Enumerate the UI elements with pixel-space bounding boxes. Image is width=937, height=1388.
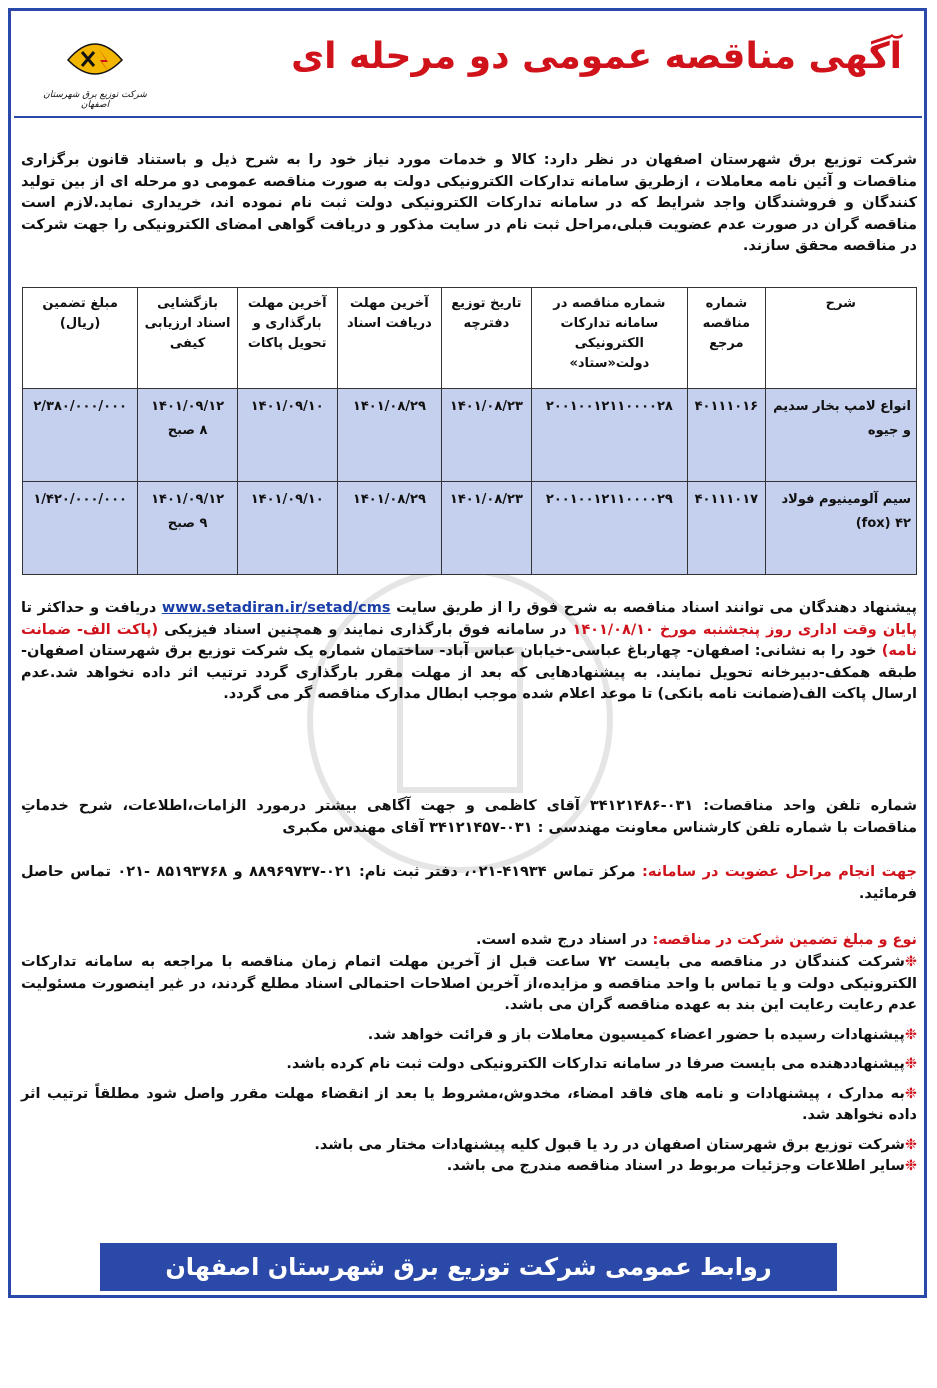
packet-note: (پاکت الف- ضمانت نامه) xyxy=(21,621,917,659)
bullet-icon: ❉ xyxy=(904,1158,917,1174)
footer-banner: روابط عمومی شرکت توزیع برق شهرستان اصفهان xyxy=(100,1243,837,1291)
list-item: ❉شرکت توزیع برق شهرستان اصفهان در رد یا قبول کلیه پیشنهادات مختار می باشد. xyxy=(314,1136,917,1153)
membership-paragraph xyxy=(21,862,917,905)
table-row xyxy=(23,389,917,482)
tender-table xyxy=(22,287,917,575)
submit-text-3: در سامانه فوق بارگذاری نمایند و همچنین اسناد فیزیکی xyxy=(164,621,567,638)
col-open-header: بازگشایی اسناد ارزیابی کیفی xyxy=(138,288,238,389)
row-receive: ۱۴۰۱/۰۸/۲۹ xyxy=(337,482,442,575)
row-open xyxy=(138,389,238,482)
bullet-icon: ❉ xyxy=(904,954,917,970)
list-item: ❉پیشنهادات رسیده با حضور اعضاء کمیسیون معاملات باز و قرائت خواهد شد. xyxy=(367,1026,917,1043)
row-dist: ۱۴۰۱/۰۸/۲۳ xyxy=(442,389,531,482)
col-setad-header: شماره مناقصه در سامانه تدارکات الکترونیکی دولت«ستاد» xyxy=(531,288,688,389)
table-row xyxy=(23,482,917,575)
setad-link[interactable]: www.setadiran.ir/setad/cms xyxy=(161,600,391,616)
membership-text: مرکز تماس ۴۱۹۳۴-۰۲۱، دفتر ثبت نام: ۰۲۱-۸۸۹۶۹۷۳۷ و ۸۵۱۹۳۷۶۸ -۰۲۱ تماس حاصل فرمائید. xyxy=(21,864,917,902)
row-open xyxy=(138,482,238,575)
list-item: ❉به مدارک ، پیشنهادات و نامه های فاقد امضاء، مخدوش،مشروط یا بعد از انقضاء مهلت مقرر واصل شود مطلقاً ترتیب اثر داده نخواهد شد. xyxy=(21,1085,917,1123)
notice-title: آگهی مناقصه عمومی دو مرحله ای xyxy=(291,36,902,77)
guarantee-line xyxy=(21,930,917,952)
row-ref: ۴۰۱۱۱۰۱۷ xyxy=(688,482,765,575)
col-dist-header: تاریخ توزیع دفترچه xyxy=(442,288,531,389)
bullet-icon: ❉ xyxy=(904,1056,917,1072)
col-amount-header: مبلغ تضمین (ریال) xyxy=(23,288,138,389)
submit-text-1: پیشنهاد دهندگان می توانند اسناد مناقصه به شرح فوق را از طریق سایت xyxy=(396,600,917,616)
intro-paragraph: شرکت توزیع برق شهرستان اصفهان در نظر دارد: کالا و خدمات مورد نیاز خود را به شرح ذیل و باستناد قانون برگزاری مناقصات و آئین نامه معاملات ، ازطریق سامانه تدارکات الکترونیکی دولت به صورت مناقصه عمومی دو مرحله ای از بین تولید کنندگان و فروشندگان واجد شرایط که در سامانه تدارکات الکترونیکی دولت ثبت نام نموده اند، خریداری نماید.لازم است مناقصه گران در صورت عدم عضویت قبلی،مراحل ثبت نام در سایت مذکور و دریافت گواهی امضای الکترونیکی را جهت شرکت در مناقصه محقق سازند. xyxy=(21,152,917,254)
submit-deadline: پایان وقت اداری روز پنجشنبه مورخ ۱۴۰۱/۰۸/۱۰ xyxy=(572,621,917,638)
row-open-time: ۸ صبح xyxy=(167,423,208,438)
bullet-icon: ❉ xyxy=(904,1026,917,1043)
watermark-icon xyxy=(260,520,660,920)
list-item: ❉پیشنهاددهنده می بایست صرفا در سامانه تدارکات الکترونیکی دولت ثبت نام کرده باشد. xyxy=(286,1056,917,1072)
header-divider xyxy=(14,116,922,118)
bullet-list xyxy=(21,952,917,1178)
lightning-logo-icon xyxy=(60,32,130,88)
row-setad: ۲۰۰۱۰۰۱۲۱۱۰۰۰۰۲۹ xyxy=(531,482,688,575)
submit-text-2: دریافت و حداکثر تا xyxy=(21,600,157,616)
notice-header xyxy=(14,14,922,114)
submit-text-4: خود را به نشانی: اصفهان- چهارباغ عباسی-خیابان عباس آباد- ساختمان شماره یک شرکت توزیع برق شهرستان اصفهان-طبقه همکف-دبیرخانه تحویل نمایند. به پیشنهادهایی که بعد از مهلت مقرر بارگذاری گردد ترتیب اثر داده نخواهد شد.عدم ارسال پاکت الف(ضمانت نامه بانکی) تا موعد اعلام شده موجب ابطال مدارک مناقصه گر می گردد. xyxy=(21,643,917,702)
table-header-row xyxy=(23,288,917,389)
row-open-date: ۱۴۰۱/۰۹/۱۲ xyxy=(151,492,225,507)
row-open-date: ۱۴۰۱/۰۹/۱۲ xyxy=(151,399,225,414)
row-receive: ۱۴۰۱/۰۸/۲۹ xyxy=(337,389,442,482)
company-logo xyxy=(30,32,160,112)
col-upload-header: آخرین مهلت بارگذاری و تحویل پاکات xyxy=(237,288,337,389)
list-item: ❉سایر اطلاعات وجزئیات مربوط در اسناد مناقصه مندرج می باشد. xyxy=(446,1158,917,1174)
contacts-paragraph xyxy=(21,796,917,839)
row-setad: ۲۰۰۱۰۰۱۲۱۱۰۰۰۰۲۸ xyxy=(531,389,688,482)
row-upload: ۱۴۰۱/۰۹/۱۰ xyxy=(237,389,337,482)
row-ref: ۴۰۱۱۱۰۱۶ xyxy=(688,389,765,482)
guarantee-text: در اسناد درج شده است. xyxy=(475,932,648,948)
list-item: ❉شرکت کنندگان در مناقصه می بایست ۷۲ ساعت قبل از آخرین مهلت اتمام زمان مناقصه با مراجعه به سامانه تدارکات الکترونیکی دولت و یا تماس با واحد مناقصه و مزایده،از آخرین اصلاحات احتمالی اسناد مطلع گردند، در غیر اینصورت مسئولیت عدم رعایت رعایت این بند به عهده مناقصه گران می باشد. xyxy=(21,954,917,1013)
membership-label: جهت انجام مراحل عضویت در سامانه: xyxy=(642,864,917,880)
contact-phones: شماره تلفن واحد مناقصات: ۰۳۱-۳۴۱۲۱۴۸۶ آقای کاظمی و جهت آگاهی بیشتر درمورد الزامات،اطلاعات، شرح خدماتِ مناقصات با شماره تلفن کارشناس معاونت مهندسی : ۰۳۱-۳۴۱۲۱۴۵۷ آقای مهندس مکبری xyxy=(21,798,917,836)
submit-paragraph xyxy=(21,598,917,706)
row-dist: ۱۴۰۱/۰۸/۲۳ xyxy=(442,482,531,575)
row-amount: ۲/۳۸۰/۰۰۰/۰۰۰ xyxy=(23,389,138,482)
row-upload: ۱۴۰۱/۰۹/۱۰ xyxy=(237,482,337,575)
logo-caption: شرکت توزیع برق شهرستان اصفهان xyxy=(43,90,147,110)
row-desc: سیم آلومینیوم فولاد ۴۲ (fox) xyxy=(765,482,917,575)
col-receive-header: آخرین مهلت دریافت اسناد xyxy=(337,288,442,389)
guarantee-label: نوع و مبلغ تضمین شرکت در مناقصه: xyxy=(652,932,917,948)
col-desc-header: شرح xyxy=(765,288,917,389)
row-desc: انواع لامپ بخار سدیم و جیوه xyxy=(765,389,917,482)
bullet-icon: ❉ xyxy=(904,1085,917,1102)
col-ref-header: شماره مناقصه مرجع xyxy=(688,288,765,389)
bullet-icon: ❉ xyxy=(904,1136,917,1153)
row-open-time: ۹ صبح xyxy=(167,516,208,531)
row-amount: ۱/۴۲۰/۰۰۰/۰۰۰ xyxy=(23,482,138,575)
